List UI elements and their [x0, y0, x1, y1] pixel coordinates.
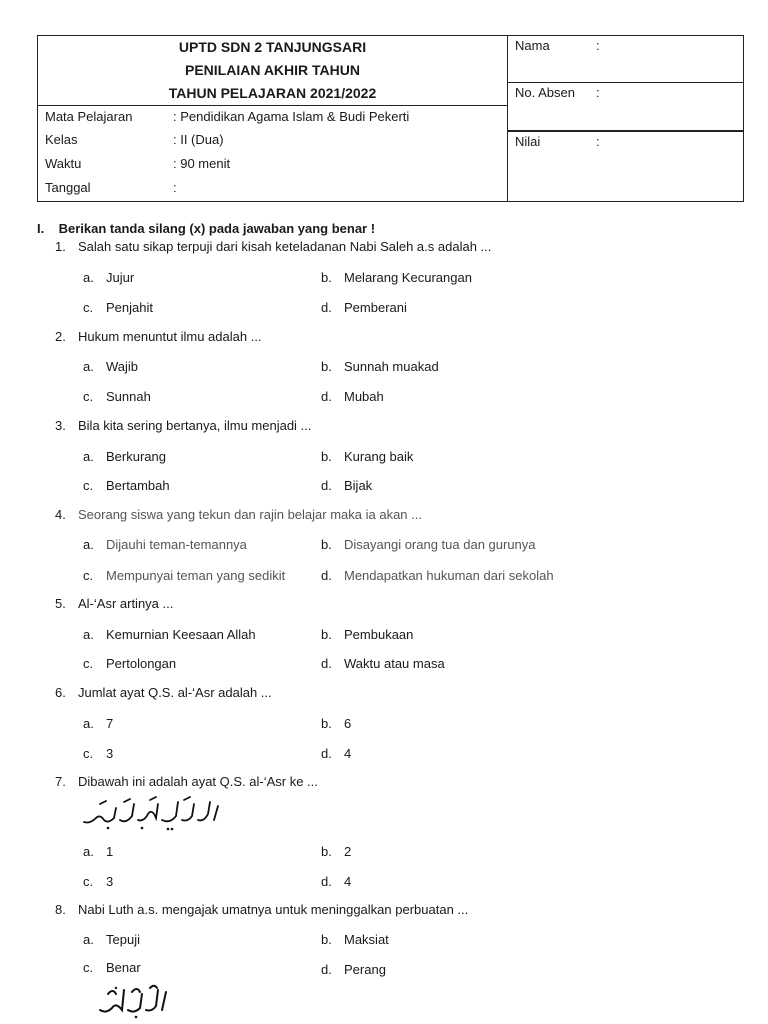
info-value: : Pendidikan Agama Islam & Budi Pekerti — [173, 109, 410, 124]
option-6d[interactable] — [321, 746, 351, 761]
question-text: Salah satu sikap terpuji dari kisah keteladanan Nabi Saleh a.s adalah ... — [78, 239, 492, 254]
option-8a[interactable] — [83, 932, 140, 947]
option-2d[interactable] — [321, 389, 384, 404]
option-letter: b. — [321, 359, 332, 374]
question-number: 4. — [55, 507, 66, 522]
option-letter: a. — [83, 359, 94, 374]
option-letter: b. — [321, 716, 332, 731]
option-1b[interactable] — [321, 270, 472, 285]
option-5c[interactable] — [83, 656, 176, 671]
absent-number-colon: : — [596, 85, 600, 100]
option-4a[interactable] — [83, 537, 247, 552]
info-key: Kelas — [45, 132, 78, 147]
question-number: 1. — [55, 239, 66, 254]
option-1c[interactable] — [83, 300, 153, 315]
question-5 — [55, 596, 173, 611]
option-3b[interactable] — [321, 449, 413, 464]
question-text: Nabi Luth a.s. mengajak umatnya untuk meninggalkan perbuatan ... — [78, 902, 469, 917]
option-text: 4 — [344, 874, 352, 889]
option-letter: c. — [83, 568, 94, 583]
score-field-box[interactable] — [508, 131, 744, 202]
option-letter: c. — [83, 389, 94, 404]
question-7 — [55, 774, 318, 789]
school-year: TAHUN PELAJARAN 2021/2022 — [168, 85, 377, 101]
option-letter: b. — [321, 627, 332, 642]
header-title-box — [37, 35, 508, 106]
option-text: Mendapatkan hukuman dari sekolah — [344, 568, 554, 583]
option-text: 2 — [344, 844, 352, 859]
option-text: Mubah — [344, 389, 384, 404]
option-1a[interactable] — [83, 270, 134, 285]
option-text: Waktu atau masa — [344, 656, 445, 671]
exam-name: PENILAIAN AKHIR TAHUN — [185, 62, 360, 78]
option-letter: a. — [83, 449, 94, 464]
question-text: Jumlat ayat Q.S. al-‘Asr adalah ... — [78, 685, 272, 700]
option-3a[interactable] — [83, 449, 166, 464]
section-heading — [37, 221, 375, 236]
option-letter: b. — [321, 932, 332, 947]
option-6a[interactable] — [83, 716, 113, 731]
option-text: 6 — [344, 716, 352, 731]
option-text: Benar — [106, 960, 141, 975]
question-number: 8. — [55, 902, 66, 917]
question-number: 7. — [55, 774, 66, 789]
option-text: Tepuji — [106, 932, 140, 947]
option-text: Melarang Kecurangan — [344, 270, 472, 285]
option-letter: c. — [83, 746, 94, 761]
option-text: Disayangi orang tua dan gurunya — [344, 537, 536, 552]
info-key: Mata Pelajaran — [45, 109, 133, 124]
option-2b[interactable] — [321, 359, 439, 374]
option-8b[interactable] — [321, 932, 389, 947]
option-letter: d. — [321, 746, 332, 761]
option-text: Perang — [344, 962, 386, 977]
option-text: Pemberani — [344, 300, 407, 315]
question-text: Hukum menuntut ilmu adalah ... — [78, 329, 262, 344]
option-letter: d. — [321, 389, 332, 404]
info-value: : — [173, 180, 177, 195]
option-text: Penjahit — [106, 300, 153, 315]
header-info-box — [37, 106, 508, 202]
option-2c[interactable] — [83, 389, 151, 404]
option-text: Berkurang — [106, 449, 166, 464]
option-text: Bijak — [344, 478, 373, 493]
option-5d[interactable] — [321, 656, 445, 671]
option-letter: d. — [321, 962, 332, 977]
question-number: 2. — [55, 329, 66, 344]
info-key: Tanggal — [45, 180, 91, 195]
option-text: Pertolongan — [106, 656, 177, 671]
question-3 — [55, 418, 311, 433]
option-text: 3 — [106, 746, 114, 761]
option-letter: c. — [83, 960, 94, 975]
option-text: 3 — [106, 874, 114, 889]
option-8c[interactable] — [83, 960, 141, 975]
option-4c[interactable] — [83, 568, 285, 583]
option-6b[interactable] — [321, 716, 351, 731]
option-1d[interactable] — [321, 300, 407, 315]
question-number: 5. — [55, 596, 66, 611]
option-letter: a. — [83, 270, 94, 285]
option-text: 4 — [344, 746, 352, 761]
arabic-word-image — [96, 984, 170, 1020]
option-7c[interactable] — [83, 874, 113, 889]
option-letter: d. — [321, 478, 332, 493]
question-number: 6. — [55, 685, 66, 700]
option-letter: b. — [321, 537, 332, 552]
option-letter: a. — [83, 932, 94, 947]
option-text: Jujur — [106, 270, 135, 285]
option-letter: b. — [321, 449, 332, 464]
option-3d[interactable] — [321, 478, 372, 493]
score-label: Nilai — [515, 134, 541, 149]
option-text: Mempunyai teman yang sedikit — [106, 568, 286, 583]
option-letter: a. — [83, 716, 94, 731]
option-letter: c. — [83, 656, 94, 671]
info-value: : II (Dua) — [173, 132, 224, 147]
question-1 — [55, 239, 491, 254]
option-7a[interactable] — [83, 844, 113, 859]
option-text: Sunnah muakad — [344, 359, 439, 374]
option-text: Kemurnian Keesaan Allah — [106, 627, 256, 642]
option-letter: a. — [83, 844, 94, 859]
option-letter: a. — [83, 627, 94, 642]
option-letter: c. — [83, 478, 94, 493]
question-4 — [55, 507, 422, 522]
section-number: I. — [37, 221, 45, 236]
score-colon: : — [596, 134, 600, 149]
question-number: 3. — [55, 418, 66, 433]
question-6 — [55, 685, 272, 700]
question-2 — [55, 329, 262, 344]
option-text: Pembukaan — [344, 627, 414, 642]
section-instruction: Berikan tanda silang (x) pada jawaban yang benar ! — [58, 221, 376, 236]
option-4d[interactable] — [321, 568, 554, 583]
option-text: Dijauhi teman-temannya — [106, 537, 247, 552]
option-text: 7 — [106, 716, 114, 731]
option-7d[interactable] — [321, 874, 351, 889]
option-6c[interactable] — [83, 746, 113, 761]
option-8d[interactable] — [321, 962, 386, 977]
option-letter: c. — [83, 874, 94, 889]
option-5a[interactable] — [83, 627, 256, 642]
option-letter: d. — [321, 656, 332, 671]
option-7b[interactable] — [321, 844, 351, 859]
option-text: Sunnah — [106, 389, 151, 404]
name-colon: : — [596, 38, 600, 53]
arabic-verse-image — [80, 794, 226, 832]
option-letter: b. — [321, 844, 332, 859]
option-text: 1 — [106, 844, 114, 859]
option-3c[interactable] — [83, 478, 170, 493]
option-text: Maksiat — [344, 932, 389, 947]
option-letter: d. — [321, 874, 332, 889]
option-letter: c. — [83, 300, 94, 315]
question-text: Al-‘Asr artinya ... — [78, 596, 174, 611]
info-value: : 90 menit — [173, 156, 231, 171]
option-5b[interactable] — [321, 627, 413, 642]
question-text: Dibawah ini adalah ayat Q.S. al-‘Asr ke ... — [78, 774, 318, 789]
option-letter: a. — [83, 537, 94, 552]
option-4b[interactable] — [321, 537, 536, 552]
info-key: Waktu — [45, 156, 82, 171]
option-2a[interactable] — [83, 359, 138, 374]
option-letter: d. — [321, 300, 332, 315]
option-letter: d. — [321, 568, 332, 583]
name-field-box[interactable] — [508, 35, 744, 83]
question-text: Seorang siswa yang tekun dan rajin belajar maka ia akan ... — [78, 507, 422, 522]
name-label: Nama — [515, 38, 550, 53]
school-name: UPTD SDN 2 TANJUNGSARI — [178, 39, 367, 55]
option-letter: b. — [321, 270, 332, 285]
option-text: Kurang baik — [344, 449, 414, 464]
option-text: Wajib — [106, 359, 139, 374]
option-text: Bertambah — [106, 478, 170, 493]
absent-number-field-box[interactable] — [508, 83, 744, 131]
question-text: Bila kita sering bertanya, ilmu menjadi ... — [78, 418, 312, 433]
absent-number-label: No. Absen — [515, 85, 575, 100]
question-8 — [55, 902, 468, 917]
